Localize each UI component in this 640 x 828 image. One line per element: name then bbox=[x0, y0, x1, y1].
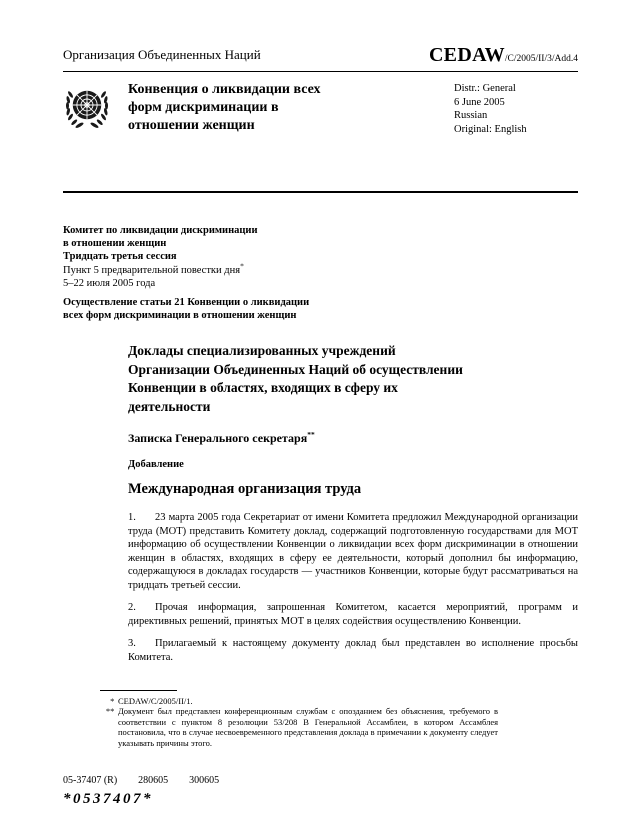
footer-document-number bbox=[63, 775, 240, 786]
agenda-subject-line2: всех форм дискриминации в отношении женщин bbox=[63, 310, 297, 322]
masthead-rule bbox=[63, 191, 578, 193]
body-paragraph-1 bbox=[128, 511, 578, 592]
body-paragraphs bbox=[128, 511, 578, 664]
footnotes-block bbox=[100, 690, 498, 749]
ilo-heading: Международная организация труда bbox=[128, 481, 362, 498]
un-emblem-icon bbox=[63, 84, 111, 132]
document-symbol bbox=[429, 44, 578, 67]
distr-line: Distr.: General bbox=[454, 83, 516, 94]
committee-name-line2: в отношении женщин bbox=[63, 238, 167, 250]
body-paragraph-2 bbox=[128, 601, 578, 628]
distr-date: 6 June 2005 bbox=[454, 96, 505, 108]
distr-language: Russian bbox=[454, 110, 488, 121]
paragraph-text: Прочая информация, запрошенная Комитетом, касается мероприятий, программ и директивных решений, принятых МОТ в целях содействия осуществлению Конвенции. bbox=[128, 602, 578, 627]
page-footer bbox=[63, 775, 240, 808]
committee-name-line1: Комитет по ликвидации дискриминации bbox=[63, 225, 258, 236]
footnote-marker: ** bbox=[105, 706, 114, 716]
distr-original: Original: English bbox=[454, 123, 527, 135]
agenda-subject-line1: Осуществление статьи 21 Конвенции о ликвидации bbox=[63, 297, 310, 309]
footnote-1 bbox=[100, 696, 498, 707]
paragraph-number: 3. bbox=[128, 638, 136, 650]
session-block bbox=[63, 224, 578, 322]
distribution-block bbox=[454, 81, 578, 191]
paragraph-text: 23 марта 2005 года Секретариат от имени Комитета предложил Международной организации труда (МОТ) представить Комитету доклад, содержащий подготовленную государствами для МОТ информацию об осуществлении Конвенции о ликвидации всех форм дискриминации в отношении женщин в областях, входящих в сферу ее деятельности, который дополнил бы информацию, содержащуюся в докладах государств — участников Конвенции, которые будут рассматриваться на тридцать третьей сессии. bbox=[128, 512, 578, 591]
document-symbol-main: CEDAW bbox=[428, 44, 505, 66]
footer-date-2: 300605 bbox=[189, 775, 220, 786]
note-title-text: Записка Генерального секретаря bbox=[128, 431, 308, 446]
paragraph-number: 1. bbox=[128, 512, 136, 524]
paragraph-text: Прилагаемый к настоящему документу доклад был представлен во исполнение просьбы Комитета. bbox=[128, 638, 578, 663]
footer-date-1: 280605 bbox=[138, 775, 169, 786]
document-symbol-suffix: /C/2005/II/3/Add.4 bbox=[504, 54, 578, 64]
addendum-label: Добавление bbox=[128, 459, 184, 471]
note-title bbox=[128, 431, 578, 446]
footnote-ref-2: ** bbox=[307, 430, 315, 440]
masthead bbox=[63, 44, 578, 72]
main-content bbox=[128, 342, 578, 664]
agenda-item-text: Пункт 5 предварительной повестки дня bbox=[63, 264, 241, 276]
session-number: Тридцать третья сессия bbox=[63, 251, 177, 263]
footnote-ref-1: * bbox=[240, 261, 244, 271]
footnote-marker: * bbox=[109, 695, 114, 706]
footnote-2 bbox=[100, 706, 498, 748]
document-title: Доклады специализированных учреждений Организации Объединенных Наций об осуществлении Конвенции в областях, входящих в сферу их деятельности bbox=[128, 343, 463, 414]
convention-title: Конвенция о ликвидации всех форм дискриминации в отношении женщин bbox=[128, 82, 321, 133]
masthead-main bbox=[63, 72, 578, 191]
footer-doc-symbol: 05-37407 (R) bbox=[63, 775, 118, 786]
barcode-text: *0537407* bbox=[63, 791, 153, 807]
un-org-name: Организация Объединенных Наций bbox=[63, 47, 261, 62]
footnote-separator bbox=[100, 690, 177, 691]
paragraph-number: 2. bbox=[128, 602, 136, 614]
footnote-text: CEDAW/C/2005/II/1. bbox=[118, 695, 193, 706]
agenda-item bbox=[63, 261, 578, 277]
session-dates: 5–22 июля 2005 года bbox=[63, 277, 156, 289]
footnote-text: Документ был представлен конференционным службам с опозданием без объяснения, требуемого в соответствии с пунктом 8 резолюции 53/208 В Генеральной Ассамблеи, в котором Ассамблея постановила, что в случае несвоевременного представления доклада в примечании к документу следует указывать причины этого. bbox=[118, 706, 498, 748]
body-paragraph-3 bbox=[128, 637, 578, 664]
